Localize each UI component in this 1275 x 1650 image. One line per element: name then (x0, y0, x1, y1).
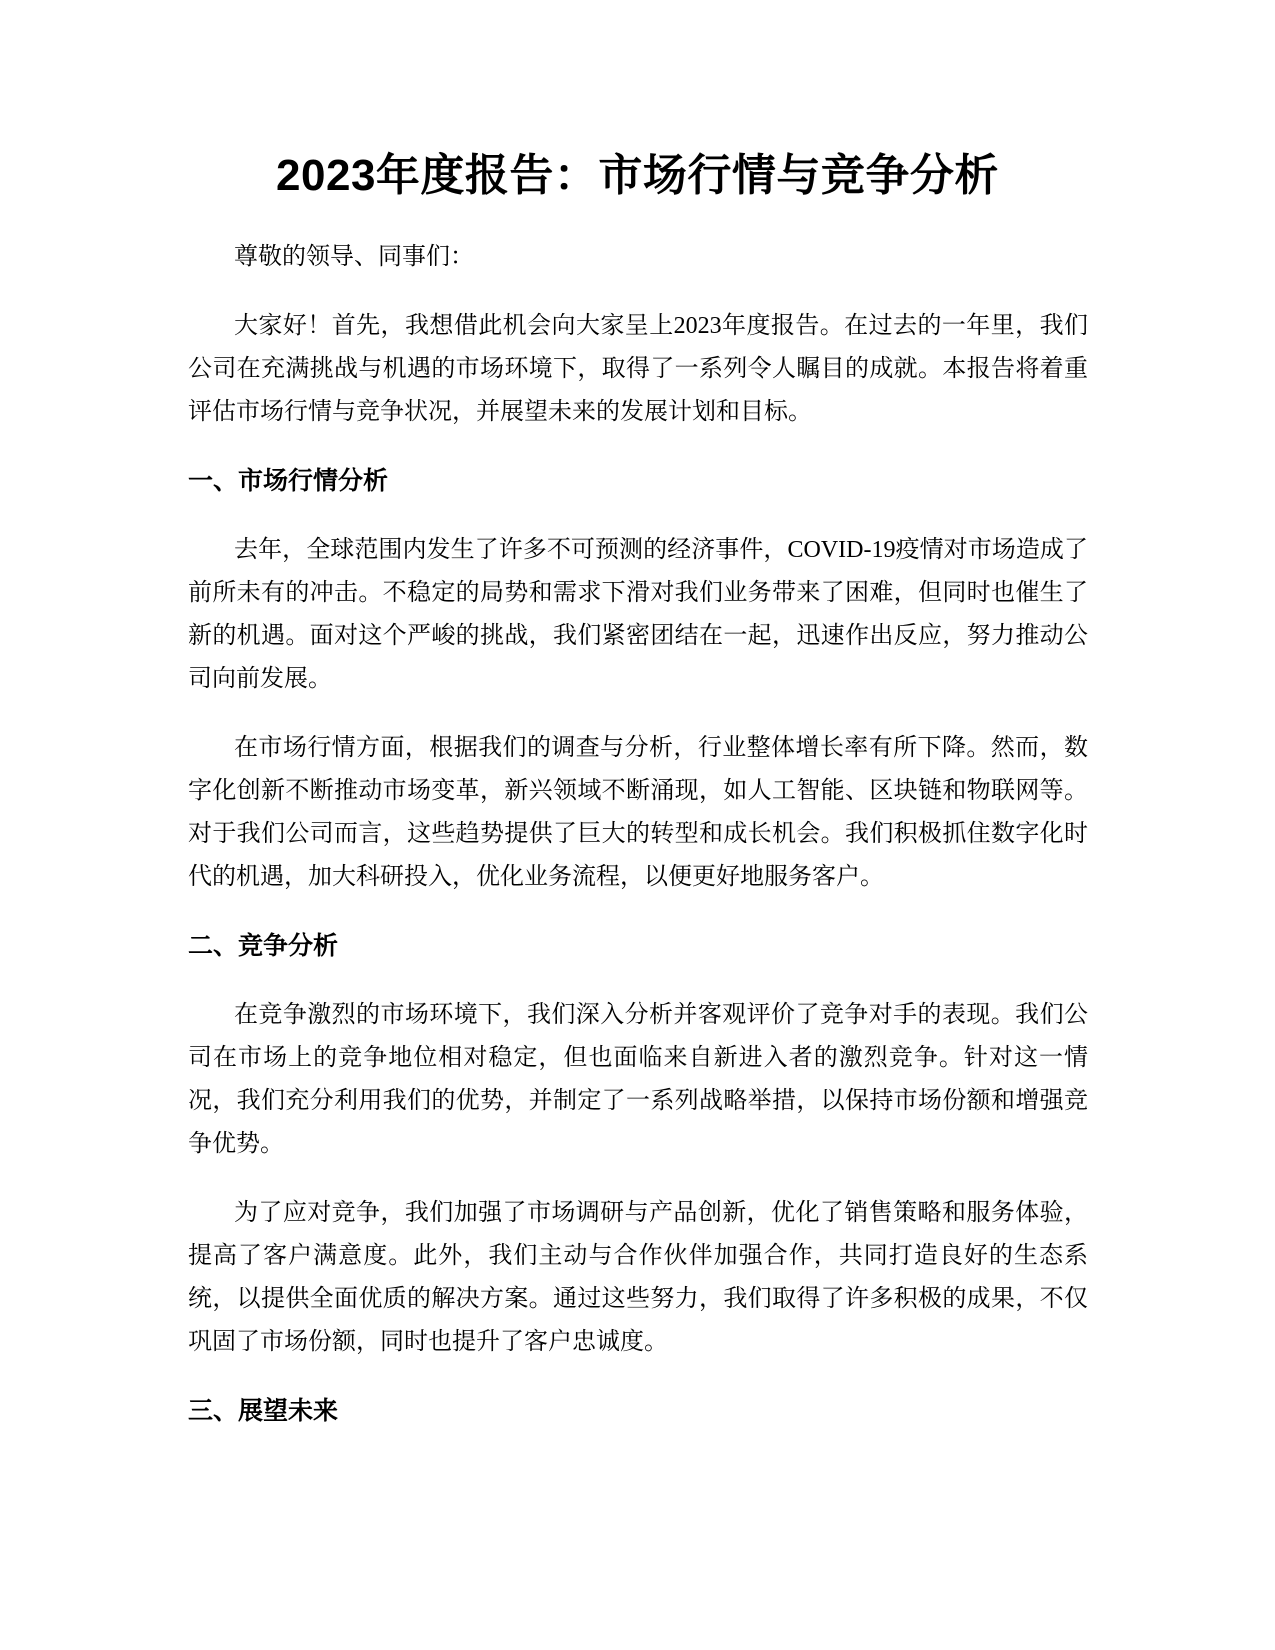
market-paragraph-1: 去年，全球范围内发生了许多不可预测的经济事件，COVID-19疫情对市场造成了前所未有的冲击。不稳定的局势和需求下滑对我们业务带来了困难，但同时也催生了新的机遇。面对这个严峻的挑战，我们紧密团结在一起，迅速作出反应，努力推动公司向前发展。 (188, 537, 1088, 692)
section-heading-outlook: 三、展望未来 (188, 1397, 339, 1425)
document-body (188, 236, 1088, 1459)
competition-paragraph-1: 在竞争激烈的市场环境下，我们深入分析并客观评价了竞争对手的表现。我们公司在市场上的竞争地位相对稳定，但也面临来自新进入者的激烈竞争。针对这一情况，我们充分利用我们的优势，并制定了一系列战略举措，以保持市场份额和增强竞争优势。 (188, 1002, 1088, 1157)
document-title: 2023年度报告：市场行情与竞争分析 (276, 151, 999, 200)
market-paragraph-2: 在市场行情方面，根据我们的调查与分析，行业整体增长率有所下降。然而，数字化创新不断推动市场变革，新兴领域不断涌现，如人工智能、区块链和物联网等。对于我们公司而言，这些趋势提供了巨大的转型和成长机会。我们积极抓住数字化时代的机遇，加大科研投入，优化业务流程，以便更好地服务客户。 (188, 735, 1088, 890)
intro-paragraph: 大家好！首先，我想借此机会向大家呈上2023年度报告。在过去的一年里，我们公司在充满挑战与机遇的市场环境下，取得了一系列令人瞩目的成就。本报告将着重评估市场行情与竞争状况，并展望未来的发展计划和目标。 (188, 313, 1088, 425)
section-heading-competition: 二、竞争分析 (188, 932, 339, 960)
salutation: 尊敬的领导、同事们： (234, 244, 474, 270)
section-heading-market: 一、市场行情分析 (188, 467, 389, 495)
competition-paragraph-2: 为了应对竞争，我们加强了市场调研与产品创新，优化了销售策略和服务体验，提高了客户满意度。此外，我们主动与合作伙伴加强合作，共同打造良好的生态系统，以提供全面优质的解决方案。通过这些努力，我们取得了许多积极的成果，不仅巩固了市场份额，同时也提升了客户忠诚度。 (188, 1200, 1088, 1355)
